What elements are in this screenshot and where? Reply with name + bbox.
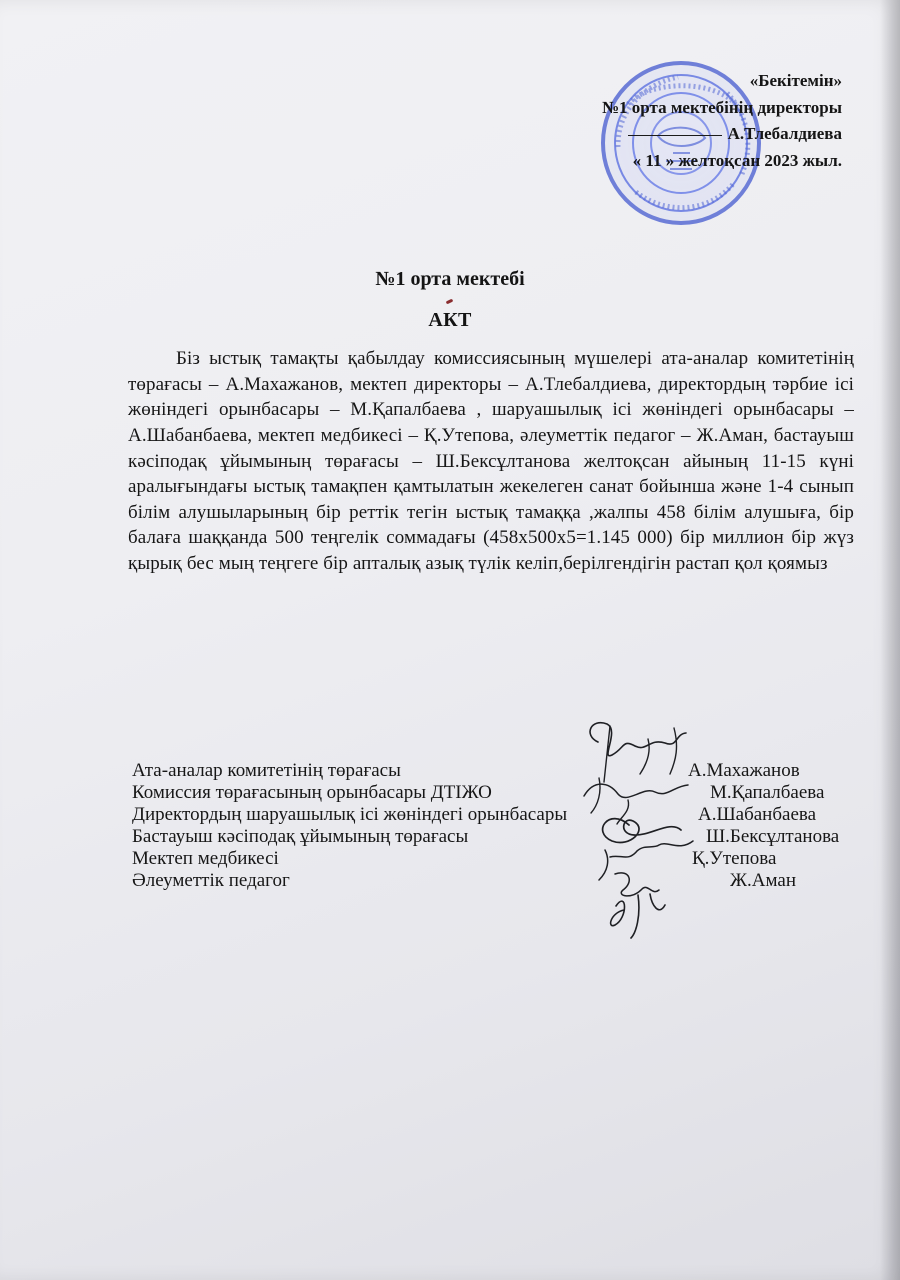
signatory-row (132, 804, 862, 826)
signatory-row (132, 848, 862, 870)
page-shadow-edge (880, 0, 900, 1280)
act-body-text: Біз ыстық тамақты қабылдау комиссиясының мүшелері ата-аналар комитетінің төрағасы – А.Махажанов, мектеп директоры – А.Тлебалдиева, директордың тәрбие ісі жөніндегі орынбасары – М.Қапалбаева , шаруашылық ісі жөніндегі орынбасары – А.Шабанбаева, мектеп медбикесі – Қ.Утепова, әлеуметтік педагог – Ж.Аман, бастауыш кәсіподақ ұйымының төрағасы – Ш.Бексұлтанова желтоқсан айының 11-15 күні аралығындағы ыстық тамақпен қамтылатын жекелеген санат бойынша және 1-4 сынып білім алушыларының бір реттік тегін ыстық тамаққа ,жалпы 458 білім алушыға, бір балаға шаққанда 500 теңгелік соммадағы (458х500х5=1.145 000) бір миллион бір жүз қырық бес мың теңгеге бір апталық азық түлік келіп,берілгендігін растап қол қоямыз (128, 348, 854, 575)
signatory-row (132, 782, 862, 804)
signatory-name: Ж.Аман (730, 870, 796, 891)
signatory-name: А.Махажанов (688, 760, 800, 781)
signatory-label: Комиссия төрағасының орынбасары ДТІЖО (132, 782, 492, 803)
signatory-label: Әлеуметтік педагог (132, 870, 290, 891)
approval-date (512, 148, 842, 175)
date-month: желтоқсан (678, 150, 761, 170)
date-year: 2023 жыл. (764, 150, 842, 170)
date-open-quote: « (632, 150, 642, 170)
date-close-quote: » (665, 150, 675, 170)
signatory-label: Мектеп медбикесі (132, 848, 279, 869)
signatory-label: Ата-аналар комитетінің төрағасы (132, 760, 401, 781)
approval-heading: «Бекітемін» (749, 71, 842, 90)
approval-block (512, 68, 842, 174)
signatory-label: Директордың шаруашылық ісі жөніндегі орынбасары (132, 804, 568, 825)
red-ink-mark (446, 299, 454, 305)
signatories-section (132, 760, 862, 930)
act-title: АКТ (428, 309, 472, 331)
signatory-row (132, 826, 862, 848)
director-signature-blank (628, 135, 722, 136)
director-signature-line (512, 121, 842, 148)
signatory-row (132, 760, 862, 782)
signatory-row (132, 870, 862, 892)
date-day: 11 (645, 150, 662, 170)
director-name: А.Тлебалдиева (727, 124, 842, 144)
signatory-name: Қ.Утепова (692, 848, 777, 869)
school-title: №1 орта мектебі (375, 268, 525, 290)
director-role: №1 орта мектебінің директоры (601, 97, 842, 117)
signatory-name: М.Қапалбаева (710, 782, 825, 803)
signatory-label: Бастауыш кәсіподақ ұйымының төрағасы (132, 826, 469, 847)
signatory-name: А.Шабанбаева (698, 804, 817, 825)
signatory-name: Ш.Бексұлтанова (706, 826, 840, 847)
